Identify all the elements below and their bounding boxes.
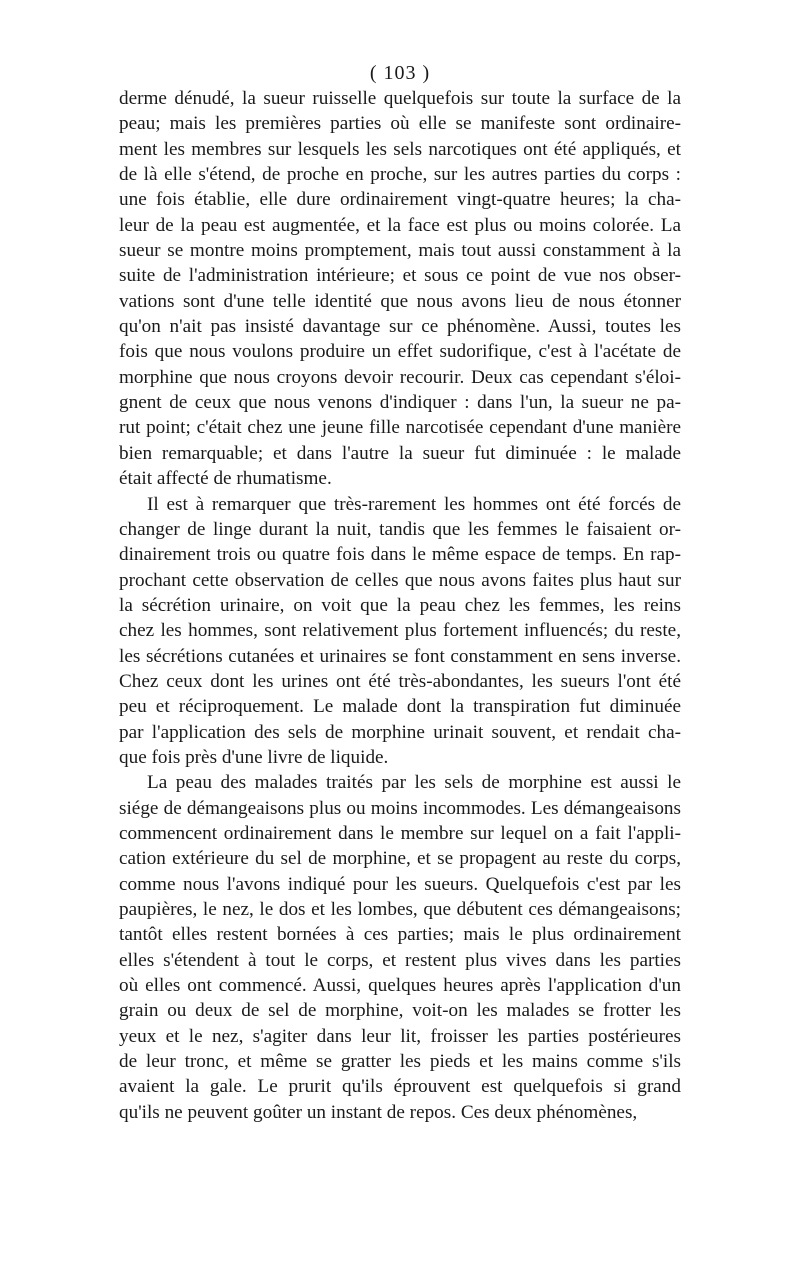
text-line: où elles ont commencé. Aussi, quelques heures après l'application d'un <box>119 975 681 997</box>
text-line: sueur se montre moins promptement, mais tout aussi constamment à la <box>119 240 681 262</box>
text-line: leur de la peau est augmentée, et la face est plus ou moins colorée. La <box>119 214 681 236</box>
text-line: une fois établie, elle dure ordinairement vingt-quatre heures; la cha- <box>119 189 681 211</box>
text-line: la sécrétion urinaire, on voit que la peau chez les femmes, les reins <box>119 594 681 616</box>
text-line: yeux et le nez, s'agiter dans leur lit, froisser les parties postérieures <box>119 1025 681 1047</box>
text-line: paupières, le nez, le dos et les lombes, que débutent ces démangeaisons; <box>119 899 681 920</box>
text-line: suite de l'administration intérieure; et sous ce point de vue nos obser- <box>119 265 681 287</box>
text-line: morphine que nous croyons devoir recourir. Deux cas cependant s'éloi- <box>119 366 681 388</box>
text-line: vations sont d'une telle identité que nous avons lieu de nous étonner <box>119 290 681 312</box>
text-line: chez les hommes, sont relativement plus fortement influencés; du reste, <box>119 620 681 642</box>
text-line: ment les membres sur lesquels les sels narcotiques ont été appliqués, et <box>119 138 681 160</box>
text-line: changer de linge durant la nuit, tandis que les femmes le faisaient or- <box>119 518 681 540</box>
paragraph-2 <box>119 492 681 771</box>
text-line: elles s'étendent à tout le corps, et restent plus vives dans les parties <box>119 949 681 971</box>
text-line: cation extérieure du sel de morphine, et se propagent au reste du corps, <box>119 848 681 870</box>
text-line: était affecté de rhumatisme. <box>119 468 332 490</box>
text-line: rut point; c'était chez une jeune fille narcotisée cependant d'une manière <box>119 417 681 439</box>
text-line: siége de démangeaisons plus ou moins incommodes. Les démangeaisons <box>119 797 681 819</box>
text-line: prochant cette observation de celles que nous avons faites plus haut sur <box>119 569 681 591</box>
text-line: Il est à remarquer que très-rarement les hommes ont été forcés de <box>147 493 681 515</box>
text-line: comme nous l'avons indiqué pour les sueurs. Quelquefois c'est par les <box>119 873 681 895</box>
text-line: qu'ils ne peuvent goûter un instant de repos. Ces deux phénomènes, <box>119 1101 638 1123</box>
text-line: que fois près d'une livre de liquide. <box>119 746 389 768</box>
text-line: tantôt elles restent bornées à ces parties; mais le plus ordinairement <box>119 924 681 946</box>
paragraph-3 <box>119 770 681 1125</box>
body-text <box>119 86 681 1125</box>
paragraph-1 <box>119 86 681 492</box>
text-line: de là elle s'étend, de proche en proche, sur les autres parties du corps : <box>119 164 681 186</box>
text-line: dinairement trois ou quatre fois dans le même espace de temps. En rap- <box>119 544 681 566</box>
text-line: par l'application des sels de morphine urinait souvent, et rendait cha- <box>119 721 681 743</box>
text-line: fois que nous voulons produire un effet sudorifique, c'est à l'acétate de <box>119 341 681 363</box>
text-line: les sécrétions cutanées et urinaires se font constamment en sens inverse. <box>119 645 681 667</box>
text-line: avaient la gale. Le prurit qu'ils éprouvent est quelquefois si grand <box>119 1076 681 1098</box>
text-line: derme dénudé, la sueur ruisselle quelquefois sur toute la surface de la <box>119 88 681 109</box>
text-line: peau; mais les premières parties où elle se manifeste sont ordinaire- <box>119 113 681 135</box>
page-number: ( 103 ) <box>369 62 431 84</box>
text-line: peu et réciproquement. Le malade dont la transpiration fut diminuée <box>119 696 681 718</box>
text-line: commencent ordinairement dans le membre sur lequel on a fait l'appli- <box>119 822 681 844</box>
text-line: La peau des malades traités par les sels de morphine est aussi le <box>147 772 681 794</box>
text-line: gnent de ceux que nous venons d'indiquer : dans l'un, la sueur ne pa- <box>119 392 681 414</box>
text-line: qu'on n'ait pas insisté davantage sur ce phénomène. Aussi, toutes les <box>119 316 681 338</box>
text-line: bien remarquable; et dans l'autre la sueur fut diminuée : le malade <box>119 442 681 464</box>
text-line: de leur tronc, et même se gratter les pieds et les mains comme s'ils <box>119 1051 681 1073</box>
text-line: grain ou deux de sel de morphine, voit-on les malades se frotter les <box>119 1000 681 1022</box>
text-line: Chez ceux dont les urines ont été très-abondantes, les sueurs l'ont été <box>119 670 681 692</box>
